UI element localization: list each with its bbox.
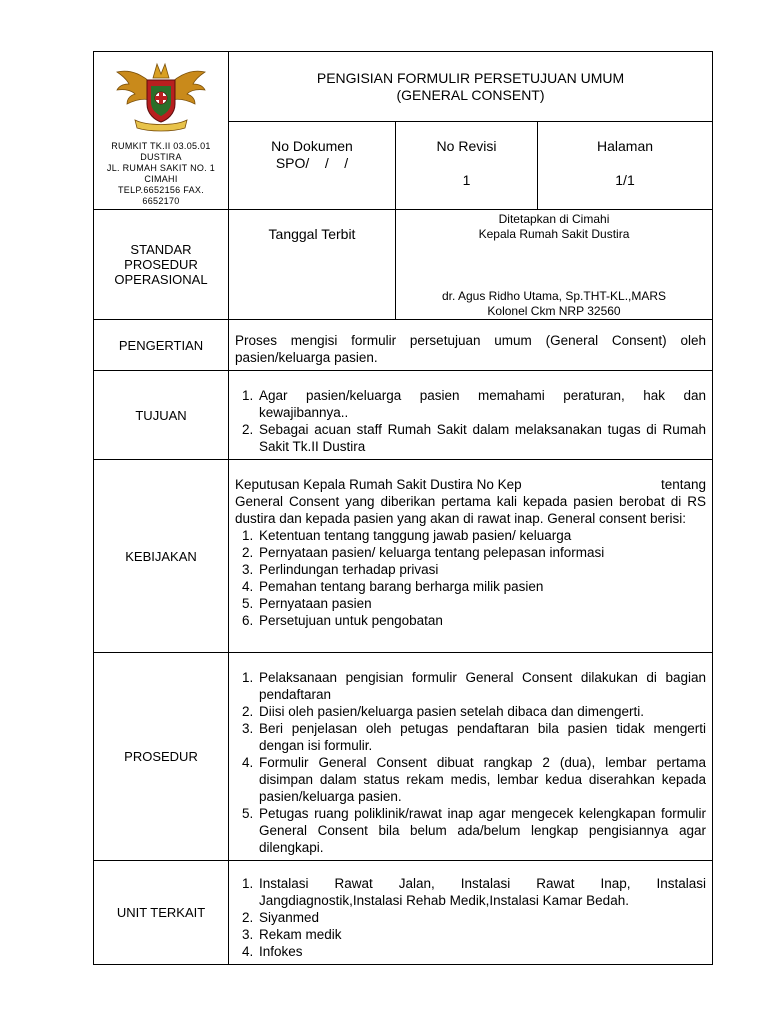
signer-rank: Kolonel Ckm NRP 32560 xyxy=(487,304,621,318)
address-line: TELP.6652156 FAX. xyxy=(118,185,204,195)
list-item: 1. Agar pasien/keluarga pasien memahami peraturan, hak dan kewajibannya.. xyxy=(257,387,706,421)
list-item: 1. Instalasi Rawat Jalan, Instalasi Rawat Inap, Instalasi Jangdiagnostik,Instalasi Rehab Medik,Instalasi Kamar Bedah. xyxy=(257,875,706,909)
list-item: 2. Siyanmed xyxy=(257,909,706,926)
logo-cell xyxy=(94,52,229,210)
spo-label-line: OPERASIONAL xyxy=(114,272,208,287)
hospital-address xyxy=(94,141,228,207)
list-item: 4. Formulir General Consent dibuat rangkap 2 (dua), lembar pertama disimpan dalam status rekam medis, lembar kedua diserahkan kepada pasien/keluarga pasien. xyxy=(257,754,706,805)
pengertian-label: PENGERTIAN xyxy=(118,337,204,353)
signer-name: dr. Agus Ridho Utama, Sp.THT-KL.,MARS xyxy=(441,289,667,303)
kebijakan-intro-row xyxy=(235,464,706,493)
title-line-1: PENGISIAN FORMULIR PERSETUJUAN UMUM xyxy=(316,70,625,86)
address-line: RUMKIT TK.II 03.05.01 xyxy=(111,141,211,151)
kebijakan-list xyxy=(235,527,706,629)
list-item: 3. Rekam medik xyxy=(257,926,706,943)
list-item: 4. Infokes xyxy=(257,943,706,960)
prosedur-label: PROSEDUR xyxy=(124,749,198,764)
tanggal-terbit-cell xyxy=(229,210,396,320)
kepala-text: Kepala Rumah Sakit Dustira xyxy=(478,227,630,241)
title-line-2: (GENERAL CONSENT) xyxy=(396,87,545,103)
list-item: 5. Pernyataan pasien xyxy=(257,595,706,612)
kebijakan-label: KEBIJAKAN xyxy=(125,548,197,564)
prosedur-label-cell xyxy=(94,653,229,861)
pengertian-text: Proses mengisi formulir persetujuan umum (General Consent) oleh pasien/keluarga pasien. xyxy=(235,333,706,365)
prosedur-content xyxy=(229,653,713,861)
list-item: 1. Ketentuan tentang tanggung jawab pasien/ keluarga xyxy=(257,527,706,544)
list-item: 1. Pelaksanaan pengisian formulir General Consent dilakukan di bagian pendaftaran xyxy=(257,669,706,703)
no-revisi-value: 1 xyxy=(462,172,471,188)
pengertian-content xyxy=(229,320,713,371)
kebijakan-intro-text: General Consent yang diberikan pertama kali kepada pasien berobat di RS dustira dan kepada pasien yang akan di rawat inap. General consent berisi: xyxy=(235,494,706,526)
tujuan-label-cell xyxy=(94,371,229,460)
list-item: 2. Sebagai acuan staff Rumah Sakit dalam melaksanakan tugas di Rumah Sakit Tk.II Dustira xyxy=(257,421,706,455)
halaman-label: Halaman xyxy=(596,138,654,154)
kebijakan-label-cell xyxy=(94,460,229,653)
unit-terkait-list xyxy=(235,875,706,960)
no-dokumen-value: SPO/ / / xyxy=(275,155,349,171)
halaman-cell xyxy=(538,122,713,210)
address-line: DUSTIRA xyxy=(140,152,182,162)
signature-block xyxy=(396,210,713,320)
list-item: 6. Persetujuan untuk pengobatan xyxy=(257,612,706,629)
address-line: 6652170 xyxy=(142,196,180,206)
tujuan-list xyxy=(235,387,706,455)
kebijakan-content xyxy=(229,460,713,653)
document-title xyxy=(229,52,713,122)
list-item: 3. Perlindungan terhadap privasi xyxy=(257,561,706,578)
unit-terkait-label: UNIT TERKAIT xyxy=(116,905,206,920)
spo-document xyxy=(93,51,712,965)
ditetapkan-text: Ditetapkan di Cimahi xyxy=(498,212,610,226)
no-revisi-label: No Revisi xyxy=(436,138,497,154)
no-revisi-cell xyxy=(396,122,538,210)
hospital-emblem-icon xyxy=(113,56,209,134)
list-item: 5. Petugas ruang poliklinik/rawat inap agar mengecek kelengkapan formulir General Consent bila belum ada/belum lengkap pengisiannya agar dilengkapi. xyxy=(257,805,706,856)
spo-label-line: STANDAR xyxy=(130,242,192,257)
tujuan-content xyxy=(229,371,713,460)
tanggal-terbit-label: Tanggal Terbit xyxy=(268,226,356,242)
no-dokumen-cell xyxy=(229,122,396,210)
unit-terkait-label-cell xyxy=(94,861,229,965)
spo-label-line: PROSEDUR xyxy=(124,257,198,272)
kebijakan-intro-left: Keputusan Kepala Rumah Sakit Dustira No Kep xyxy=(235,477,522,492)
halaman-value: 1/1 xyxy=(615,172,635,188)
list-item: 2. Diisi oleh pasien/keluarga pasien setelah dibaca dan dimengerti. xyxy=(257,703,706,720)
address-line: CIMAHI xyxy=(144,174,178,184)
spo-table xyxy=(93,51,713,965)
tujuan-label: TUJUAN xyxy=(135,407,187,423)
unit-terkait-content xyxy=(229,861,713,965)
prosedur-list xyxy=(235,669,706,856)
list-item: 4. Pemahan tentang barang berharga milik pasien xyxy=(257,578,706,595)
list-item: 3. Beri penjelasan oleh petugas pendaftaran bila pasien tidak mengerti dengan isi formulir. xyxy=(257,720,706,754)
list-item: 2. Pernyataan pasien/ keluarga tentang pelepasan informasi xyxy=(257,544,706,561)
no-dokumen-label: No Dokumen xyxy=(271,138,353,154)
address-line: JL. RUMAH SAKIT NO. 1 xyxy=(106,163,216,173)
pengertian-label-cell xyxy=(94,320,229,371)
spo-label-cell xyxy=(94,210,229,320)
kebijakan-intro-right: tentang xyxy=(660,477,706,492)
